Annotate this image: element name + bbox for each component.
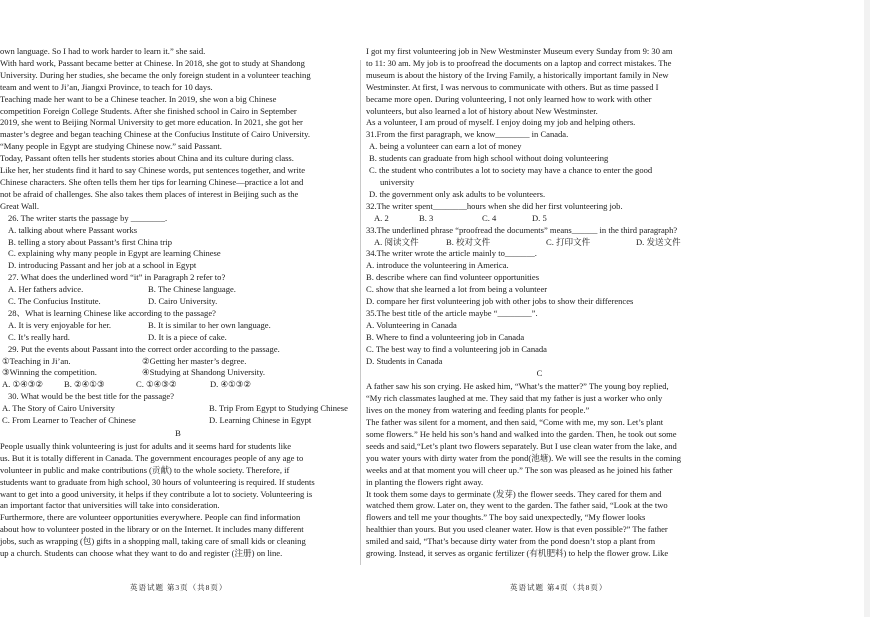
text-line: Furthermore, there are volunteer opportunities everywhere. People can find information [0,512,301,523]
answer-option[interactable]: C. the student who contributes a lot to society may have a chance to enter the good [369,165,653,176]
question-stem: 26. The writer starts the passage by ________. [8,212,168,223]
page-footer-left: 英语试题 第3页（共8页） [130,583,228,592]
text-line: watched them grow. Later on, they went to the garden. The father said, “Look at the two [366,500,668,511]
answer-option[interactable]: D. compare her first volunteering job with other jobs to show their differences [366,296,634,307]
answer-option[interactable]: C. ①④③② [136,379,177,390]
answer-option[interactable]: A. introduce the volunteering in America. [366,260,509,271]
text-line: Chinese characters. She often tells them her tips for learning Chinese—practice a lot and [0,176,304,187]
text-line: about how to volunteer posted in the library or on the Internet. It includes many different [0,524,304,535]
question-stem: 32.The writer spent________hours when she did her first volunteering job. [366,200,623,211]
text-line: Teaching made her want to be a Chinese teacher. In 2019, she won a big Chinese [0,93,277,104]
text-line: I got my first volunteering job in New Westminster Museum every Sunday from 9: 30 am [366,46,673,56]
answer-option[interactable]: C. 4 [482,212,497,223]
passage-c [366,381,713,560]
event-item: ④Studying at Shandong University. [142,367,265,378]
question-29 [0,344,356,392]
answer-option[interactable]: D. Students in Canada [366,355,443,366]
question-stem: 34.The writer wrote the article mainly to_______. [366,248,537,259]
text-line: an important factor that universities will take into consideration. [0,500,220,511]
text-line: seeds and said,“Let’s plant two flowers separately. But I use clean water from the lake, and [366,440,677,451]
event-item: ③Winning the competition. [2,367,97,378]
text-line: Westminster. At first, I was nervous to communicate with others. But as time passed I [366,81,659,92]
answer-option[interactable]: C. show that she learned a lot from being a volunteer [366,284,548,295]
event-item: ①Teaching in Ji’an. [2,355,71,366]
question-stem: 35.The best title of the article maybe “________”. [366,307,538,318]
answer-option[interactable]: C. The Confucius Institute. [8,296,101,307]
text-line: jobs, such as wrapping (包) gifts in a shopping mall, taking care of small kids or cleaning [0,536,306,547]
text-line: A father saw his son crying. He asked him, “What’s the matter?” The young boy replied, [366,381,669,392]
answer-option[interactable]: B. 校对文件 [446,236,491,247]
answer-option[interactable]: B. describe where can find volunteer opportunities [366,272,540,283]
text-line: University. During her studies, she became the only foreign student in a volunteer teaching [0,69,311,80]
passage-a-continued [0,46,356,213]
answer-option[interactable]: C. 打印文件 [546,236,591,247]
answer-option[interactable]: A. being a volunteer can earn a lot of money [369,141,522,152]
answer-option[interactable]: B. It is similar to her own language. [148,319,271,330]
right-page [366,46,713,560]
text-line: healthier than yours. But you used cleaner water. How is that even possible?” The father [366,524,668,535]
answer-option[interactable]: D. It is a piece of cake. [148,331,227,342]
question-stem: 29. Put the events about Passant into the correct order according to the passage. [8,343,280,354]
answer-option[interactable]: A. It is very enjoyable for her. [8,319,112,330]
question-32 [366,201,713,225]
question-stem: 28、What is learning Chinese like according to the passage? [8,307,216,318]
text-line: to 11: 30 am. My job is to proofread the documents on a laptop and correct mistakes. The [366,57,672,68]
answer-option[interactable]: A. 2 [374,212,389,223]
scan-edge [864,0,870,617]
text-line: Great Wall. [0,200,40,211]
answer-option[interactable]: A. Volunteering in Canada [366,319,457,330]
question-31 [366,129,713,200]
text-line: flowers and tell me your thoughts.” The boy said unexpectedly, “My flower looks [366,512,646,523]
question-34 [366,248,713,308]
answer-option[interactable]: A. ①④③② [2,379,44,390]
question-35 [366,308,713,368]
question-26 [0,213,356,273]
text-line: not be afraid of challenges. She also takes them places of interest in Beijing such as the [0,188,299,199]
answer-option[interactable]: C. explaining why many people in Egypt are learning Chinese [8,248,221,259]
question-stem: 33.The underlined phrase “proofread the documents” means______ in the third paragraph? [366,224,678,235]
section-heading-c: C [536,368,543,379]
text-line: us. But it is totally different in Canada. The government encourages people of any age to [0,452,304,463]
answer-option[interactable]: B. telling a story about Passant’s first China trip [8,236,173,247]
text-line: volunteers, but also learned a lot of history about New Westminster. [366,105,598,116]
column-divider [360,60,361,565]
text-line: team and went to Ji’an, Jiangxi Province, to teach for 10 days. [0,81,213,92]
text-line: People usually think volunteering is just for adults and it seems hard for students like [0,440,292,451]
text-line: museum is about the history of the Irving Family, a historically important family in New [366,69,669,80]
text-line: Today, Passant often tells her students stories about China and its culture during class. [0,153,294,164]
text-line: up a church. Students can choose what they want to do and register (注册) on line. [0,548,283,559]
text-line: became more open. During volunteering, I not only learned how to work with other [366,93,652,104]
text-line: Like her, her students find it hard to say Chinese words, put sentences together, and write [0,165,306,176]
question-stem: 30. What would be the best title for the passage? [8,391,174,402]
question-27 [0,272,356,308]
text-line: you water yours with dirty water from the pond(池塘). We will see the results in the coming [366,452,682,463]
text-line: students want to graduate from high school, 30 hours of volunteering is required. If students [0,476,315,487]
passage-b [0,441,356,560]
answer-option[interactable]: D. 5 [532,212,547,223]
text-line: It took them some days to germinate (发芽) the flower seeds. They cared for them and [366,488,662,499]
question-30 [0,391,356,427]
answer-option[interactable]: B. Where to find a volunteering job in Canada [366,331,525,342]
text-line: The father was silent for a moment, and then said, “Come with me, my son. Let’s plant [366,417,664,428]
answer-option[interactable]: B. ②④①③ [64,379,105,390]
text-line: smiled and said, “That’s because dirty water from the pond doesn’t stop a plant from [366,536,656,547]
text-line: 2019, she went to Beijing Normal University to get more education. In 2021, she got her [0,117,303,128]
answer-option[interactable]: A. talking about where Passant works [8,224,138,235]
question-stem: 31.From the first paragraph, we know________ in Canada. [366,129,569,140]
text-line: competition Foreign College Students. After she finished school in Cairo in September [0,105,297,116]
passage-b-continued [366,46,713,129]
answer-option[interactable]: A. Her fathers advice. [8,284,84,295]
text-line: “Many people in Egypt are studying Chinese now.” said Passant. [0,141,222,152]
answer-option[interactable]: D. ④①③② [210,379,252,390]
answer-option[interactable]: A. 阅读文件 [374,236,419,247]
left-page [0,46,356,560]
answer-option[interactable]: C. From Learner to Teacher of Chinese [2,415,136,426]
answer-option[interactable]: D. Learning Chinese in Egypt [209,415,312,426]
answer-option[interactable]: C. It’s really hard. [8,331,70,342]
text-line: weeks and at that moment you will cheer up.” The son was pleased as he joined his father [366,464,673,475]
question-28 [0,308,356,344]
answer-option[interactable]: B. students can graduate from high school without doing volunteering [369,153,609,164]
answer-option-cont: university [380,176,415,187]
answer-option[interactable]: D. Cairo University. [148,296,218,307]
answer-option[interactable]: C. The best way to find a volunteering job in Canada [366,343,547,354]
text-line: want to get into a good university, it helps if they contribute a lot to society. Volunteering is [0,488,313,499]
text-line: With hard work, Passant became better at Chinese. In 2018, she got to study at Shandong [0,57,305,68]
section-heading-b: B [175,428,181,438]
text-line: lives on the money from watering and feeding plants for people.” [366,405,590,416]
answer-option[interactable]: D. 发送文件 [636,236,681,247]
question-stem: 27. What does the underlined word “it” in Paragraph 2 refer to? [8,272,226,283]
text-line: volunteer in public and make contributions (贡献) to the whole society. Therefore, if [0,464,290,475]
text-line: growing. Instead, it serves as organic fertilizer (有机肥料) to help the flower grow. Like [366,548,669,559]
text-line: in planting the flowers right away. [366,476,484,487]
answer-option[interactable]: B. Trip From Egypt to Studying Chinese [209,403,348,414]
answer-option[interactable]: D. the government only ask adults to be volunteers. [369,188,546,199]
event-item: ②Getting her master’s degree. [142,355,247,366]
text-line: “My rich classmates laughed at me. They said that my father is just a worker who only [366,393,663,404]
answer-option[interactable]: A. The Story of Cairo University [2,403,115,414]
answer-option[interactable]: B. The Chinese language. [148,284,236,295]
text-line: master’s degree and began teaching Chinese at the Confucius Institute of Cairo University. [0,129,310,140]
question-33 [366,225,713,249]
answer-option[interactable]: B. 3 [419,212,434,223]
text-line: As a volunteer, I am proud of myself. I enjoy doing my job and helping others. [366,117,636,128]
text-line: own language. So I had to work harder to learn it.” she said. [0,46,206,56]
text-line: some flowers.” He held his son’s hand and walked into the garden. Then, he took out some [366,429,677,439]
page-footer-right: 英语试题 第4页（共8页） [510,583,608,592]
answer-option[interactable]: D. introducing Passant and her job at a school in Egypt [8,260,197,271]
